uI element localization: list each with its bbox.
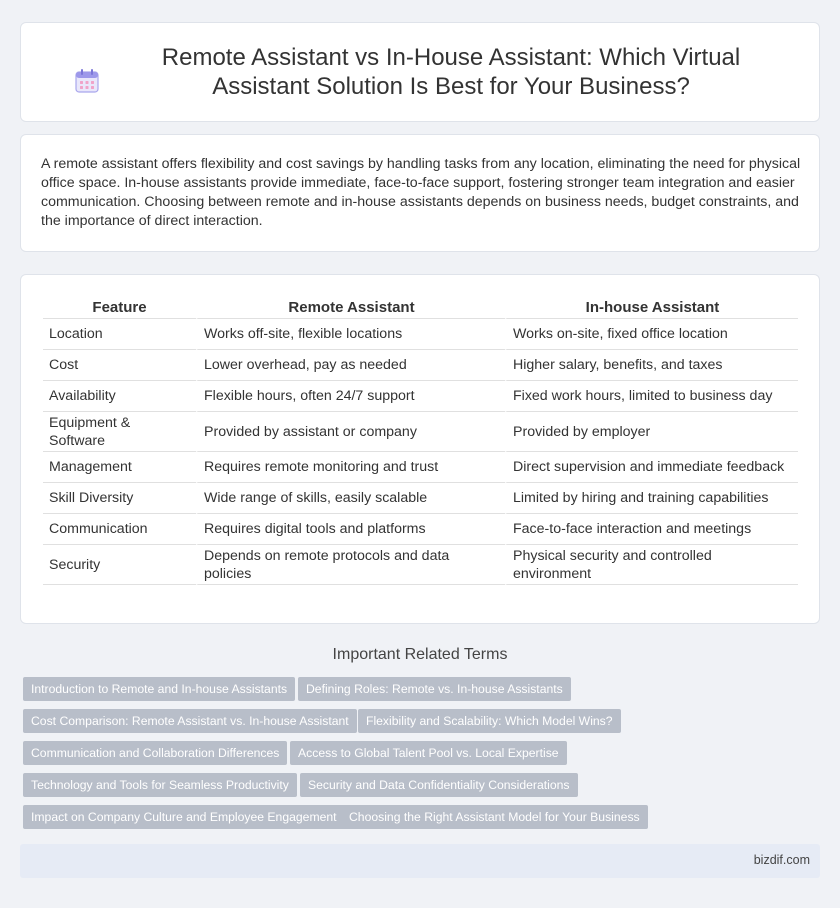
remote-cell: Depends on remote protocols and data policies — [196, 545, 505, 585]
remote-cell: Requires remote monitoring and trust — [196, 452, 505, 483]
in-house-cell: Direct supervision and immediate feedback — [505, 452, 798, 483]
table-row — [43, 545, 798, 585]
related-term-link[interactable]: Cost Comparison: Remote Assistant vs. In-house Assistant — [23, 709, 357, 733]
table-row — [43, 483, 798, 514]
table-row — [43, 452, 798, 483]
in-house-cell: Works on-site, fixed office location — [505, 319, 798, 350]
header-in-house-assistant: In-house Assistant — [505, 297, 798, 319]
feature-cell: Skill Diversity — [43, 483, 196, 514]
in-house-cell: Fixed work hours, limited to business day — [505, 381, 798, 412]
page-title: Remote Assistant vs In-House Assistant: Which Virtual Assistant Solution Is Best for Your Business? — [161, 44, 741, 100]
remote-cell: Wide range of skills, easily scalable — [196, 483, 505, 514]
remote-cell: Works off-site, flexible locations — [196, 319, 505, 350]
feature-cell: Availability — [43, 381, 196, 412]
title-card — [20, 22, 820, 122]
in-house-cell: Limited by hiring and training capabilities — [505, 483, 798, 514]
in-house-cell: Physical security and controlled environment — [505, 545, 798, 585]
intro-card — [20, 134, 820, 252]
related-term-link[interactable]: Access to Global Talent Pool vs. Local Expertise — [290, 741, 567, 765]
related-term-link[interactable]: Communication and Collaboration Differences — [23, 741, 287, 765]
feature-cell: Cost — [43, 350, 196, 381]
comparison-table-card — [20, 274, 820, 624]
header-feature: Feature — [43, 297, 196, 319]
table-header-row — [43, 297, 798, 319]
in-house-cell: Provided by employer — [505, 412, 798, 452]
related-term-link[interactable]: Introduction to Remote and In-house Assistants — [23, 677, 295, 701]
in-house-cell: Face-to-face interaction and meetings — [505, 514, 798, 545]
related-term-link[interactable]: Defining Roles: Remote vs. In-house Assistants — [298, 677, 571, 701]
comparison-table — [43, 297, 798, 585]
intro-paragraph: A remote assistant offers flexibility and cost savings by handling tasks from any location, eliminating the need for physical office space. In-house assistants provide immediate, face-to-face support, fostering stronger team integration and easier communication. Choosing between remote and in-house assistants depends on business needs, budget constraints, and the importance of direct interaction. — [41, 156, 801, 229]
feature-cell: Management — [43, 452, 196, 483]
related-term-link[interactable]: Security and Data Confidentiality Considerations — [300, 773, 578, 797]
feature-cell: Security — [43, 545, 196, 585]
table-row — [43, 412, 798, 452]
footer-site-name: bizdif.com — [753, 853, 810, 867]
remote-cell: Lower overhead, pay as needed — [196, 350, 505, 381]
table-row — [43, 350, 798, 381]
related-term-link[interactable]: Choosing the Right Assistant Model for Your Business — [341, 805, 648, 829]
calendar-icon — [73, 67, 101, 95]
feature-cell: Location — [43, 319, 196, 350]
remote-cell: Provided by assistant or company — [196, 412, 505, 452]
table-row — [43, 381, 798, 412]
related-term-link[interactable]: Flexibility and Scalability: Which Model Wins? — [358, 709, 621, 733]
in-house-cell: Higher salary, benefits, and taxes — [505, 350, 798, 381]
related-term-link[interactable]: Impact on Company Culture and Employee Engagement — [23, 805, 345, 829]
feature-cell: Communication — [43, 514, 196, 545]
related-terms-title: Important Related Terms — [332, 646, 508, 663]
footer — [20, 844, 820, 878]
table-row — [43, 319, 798, 350]
remote-cell: Flexible hours, often 24/7 support — [196, 381, 505, 412]
related-term-link[interactable]: Technology and Tools for Seamless Productivity — [23, 773, 297, 797]
feature-cell: Equipment & Software — [43, 412, 196, 452]
table-row — [43, 514, 798, 545]
remote-cell: Requires digital tools and platforms — [196, 514, 505, 545]
header-remote-assistant: Remote Assistant — [196, 297, 505, 319]
